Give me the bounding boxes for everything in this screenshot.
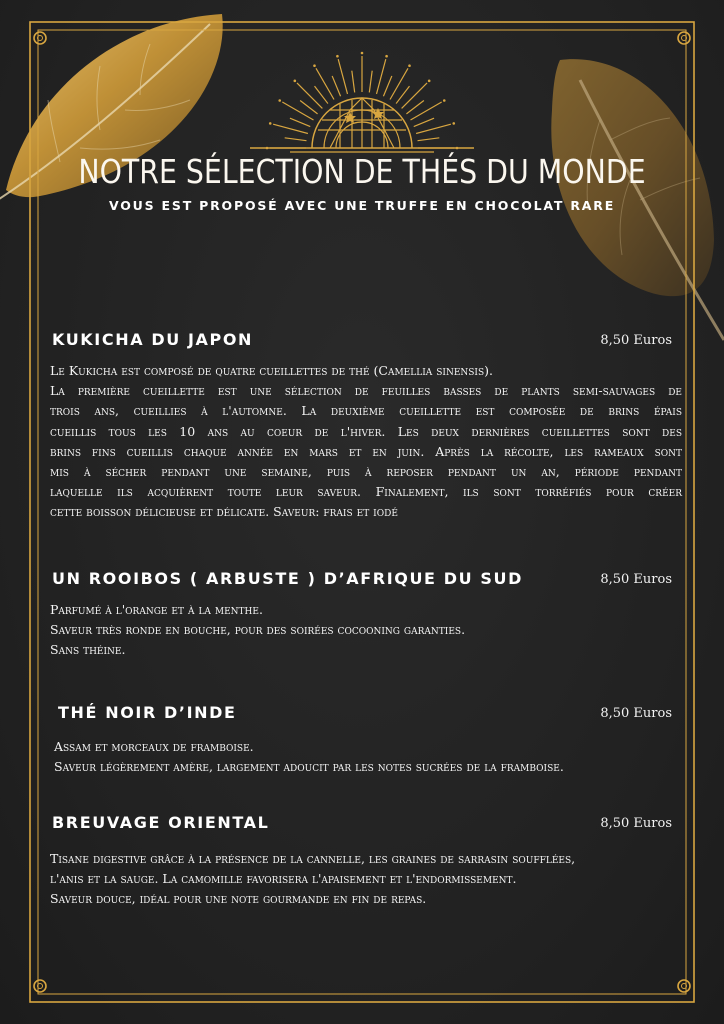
menu-item-description <box>54 737 680 777</box>
description-line: Saveur douce, idéal pour une note gourmande en fin de repas. <box>50 891 427 907</box>
sunburst-ray <box>332 76 340 96</box>
description-line: brins fins cueillis chaque année en mars et en juin. Après la récolte, les rameaux sont <box>50 443 682 459</box>
sunburst-ray <box>369 71 372 93</box>
sunburst-ray <box>410 102 441 120</box>
description-line: l'anis et la sauge. La camomille favorisera l'apaisement et l'endormissement. <box>50 871 517 887</box>
sunburst-ray <box>273 124 308 133</box>
sunburst-dot <box>385 55 388 58</box>
sunburst-ray <box>383 76 391 96</box>
description-line: Parfumé à l'orange et à la menthe. <box>50 602 263 617</box>
description-line: trois ans, cueillies à l'automne. La deuxième cueillette est composée de brins épais <box>50 403 682 419</box>
sunburst-ray <box>300 101 317 114</box>
sunburst-dot <box>408 64 411 67</box>
menu-item-name: KUKICHA DU JAPON <box>52 330 254 349</box>
description-line: cette boisson délicieuse et délicate. Saveur: frais et iodé <box>50 504 398 520</box>
sunburst-ray <box>316 68 334 99</box>
menu-item-description <box>50 361 682 523</box>
sunburst-dot <box>443 99 446 102</box>
sunburst-ray <box>396 86 409 103</box>
sunburst-ray <box>414 118 434 126</box>
sunburst-dot <box>452 122 455 125</box>
sunburst-dot <box>336 55 339 58</box>
sunburst-dot <box>361 52 364 55</box>
description-line: Saveur légèrement amère, largement adoucit par les notes sucrées de la framboise. <box>54 759 564 775</box>
menu-item-description <box>50 849 676 910</box>
sunburst-dot <box>269 122 272 125</box>
description-line: laquelle ils acquièrent toute leur saveur. Finalement, ils sont torréfiés pour créer <box>50 484 682 500</box>
menu-item-description <box>50 600 670 661</box>
art-deco-sunburst-icon <box>250 52 474 152</box>
description-line: Saveur très ronde en bouche, pour des soirées cocooning garanties. <box>50 622 466 638</box>
sunburst-ray <box>352 71 355 93</box>
menu-item-name: BREUVAGE ORIENTAL <box>52 813 270 832</box>
sunburst-ray <box>402 83 427 108</box>
sunburst-ray <box>297 83 322 108</box>
menu-item-price: 8,50 Euros <box>600 572 672 587</box>
sunburst-ray <box>290 118 310 126</box>
description-line: La première cueillette est une sélection de feuilles basses de plants semi-sauvages de <box>50 383 682 399</box>
sunburst-ray <box>390 68 408 99</box>
description-line: Tisane digestive grâce à la présence de la cannelle, les graines de sarrasin soufflées, <box>50 851 576 866</box>
sunburst-ray <box>315 86 328 103</box>
description-line: Sans théine. <box>50 642 126 658</box>
sunburst-ray <box>406 101 423 114</box>
sunburst-ray <box>418 138 440 141</box>
sunburst-ray <box>416 124 451 133</box>
page-title: NOTRE SÉLECTION DE THÉS DU MONDE <box>78 152 646 191</box>
description-line: Le Kukicha est composé de quatre cueillettes de thé (Camellia sinensis). <box>50 363 494 378</box>
menu-item-price: 8,50 Euros <box>600 816 672 831</box>
sunburst-dot <box>294 80 297 83</box>
sunburst-dot <box>428 80 431 83</box>
sunburst-ray <box>338 59 347 94</box>
sunburst-dot <box>278 99 281 102</box>
description-line: cueillis tous les 10 ans au coeur de l'hiver. Les deux dernières cueillettes sont des <box>50 423 682 439</box>
page-subtitle: VOUS EST PROPOSÉ AVEC UNE TRUFFE EN CHOCOLAT RARE <box>108 198 616 213</box>
menu-item-price: 8,50 Euros <box>600 333 672 348</box>
description-line: Assam et morceaux de framboise. <box>54 739 254 754</box>
sunburst-ray <box>376 59 385 94</box>
sunburst-ray <box>282 102 313 120</box>
menu-item-price: 8,50 Euros <box>600 706 672 721</box>
description-line: mis à sécher pendant une semaine, puis à reposer pendant un an, période pendant <box>50 464 682 480</box>
sunburst-dot <box>313 64 316 67</box>
menu-item-name: UN ROOIBOS ( ARBUSTE ) D’AFRIQUE DU SUD <box>52 569 523 588</box>
menu-item-name: THÉ NOIR D’INDE <box>58 703 237 722</box>
sunburst-ray <box>285 138 307 141</box>
